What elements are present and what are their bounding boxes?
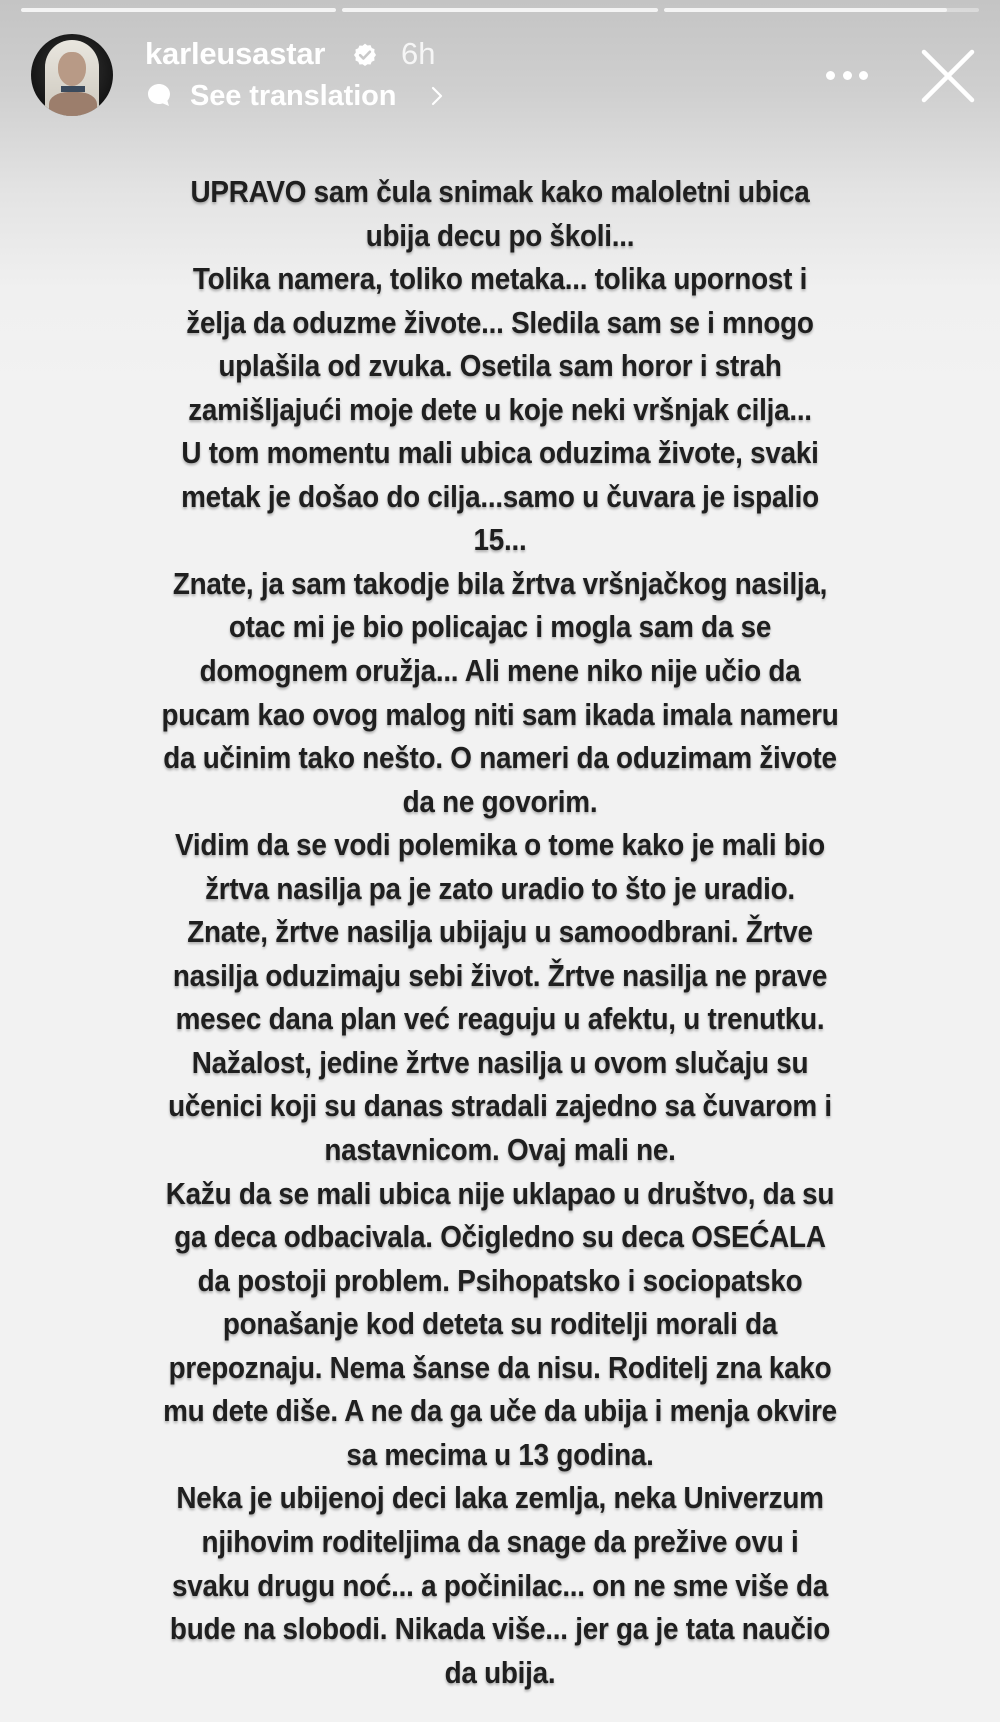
story-text-line: bude na slobodi. Nikada više... jer ga je tata naučio — [169, 1611, 831, 1647]
avatar[interactable] — [31, 34, 113, 116]
story-text-line: 15... — [473, 522, 527, 558]
story-text-line: uplašila od zvuka. Osetila sam horor i strah — [218, 348, 782, 384]
story-timestamp: 6h — [401, 36, 436, 71]
story-text-line: nasilja oduzimaju sebi život. Žrtve nasilja ne prave — [172, 957, 828, 993]
story-text-line: nastavnicom. Ovaj mali ne. — [324, 1132, 676, 1168]
progress-segment-1 — [21, 8, 336, 12]
story-text-line: UPRAVO sam čula snimak kako maloletni ubica — [190, 174, 810, 209]
story-text-line: Znate, ja sam takodje bila žrtva vršnjačkog nasilja, — [172, 565, 828, 601]
story-text-line: Nažalost, jedine žrtve nasilja u ovom slučaju su — [191, 1044, 809, 1080]
story-progress-bar — [21, 8, 979, 13]
progress-fill — [664, 8, 948, 12]
progress-fill — [21, 8, 336, 12]
story-text-line: mu dete diše. A ne da ga uče da ubija i menja okvire — [163, 1393, 837, 1429]
story-text-line: svaku drugu noć... a počinilac... on ne sme više da — [171, 1567, 829, 1603]
story-text-line: mesec dana plan već reaguju u afektu, u trenutku. — [175, 1001, 825, 1037]
story-text-line: Vidim da se vodi polemika o tome kako je mali bio — [175, 827, 825, 863]
avatar-face — [58, 52, 86, 86]
story-text-line: želja da oduzme živote... Sledila sam se i mnogo — [186, 304, 814, 340]
speech-bubble-icon — [146, 82, 172, 108]
verified-badge-icon — [352, 42, 378, 68]
story-text-line: ga deca odbacivala. Očigledno su deca OSEĆALA — [174, 1219, 826, 1255]
story-text-content — [0, 170, 1000, 1694]
story-text-line: da ne govorim. — [402, 783, 598, 819]
story-text-line: ponašanje kod deteta su roditelji morali da — [222, 1306, 778, 1342]
username-link[interactable]: karleusastar — [145, 36, 326, 71]
story-text-line: da učinim tako nešto. O nameri da oduzimam živote — [163, 740, 837, 776]
story-text-line: domognem oružja... Ali mene niko nije učio da — [199, 653, 801, 689]
story-text-line: ubija decu po školi... — [365, 217, 635, 253]
story-text-line: da postoji problem. Psihopatsko i sociopatsko — [197, 1262, 803, 1298]
story-text-line: pucam kao ovog malog niti sam ikada imala nameru — [161, 696, 839, 732]
progress-segment-2 — [342, 8, 657, 12]
close-icon[interactable] — [918, 46, 978, 106]
story-text-line: učenici koji su danas stradali zajedno sa čuvarom i — [168, 1088, 832, 1124]
story-text-line: Tolika namera, toliko metaka... tolika upornost i — [192, 261, 808, 297]
progress-fill — [342, 8, 657, 12]
story-text-line: zamišljajući moje dete u koje neki vršnjak cilja... — [188, 391, 812, 427]
story-text-line: Znate, žrtve nasilja ubijaju u samoodbrani. Žrtve — [187, 914, 813, 950]
chevron-right-icon — [430, 84, 444, 108]
story-text-line: sa mecima u 13 godina. — [346, 1436, 654, 1472]
story-text-line: prepoznaju. Nema šanse da nisu. Roditelj zna kako — [168, 1349, 832, 1385]
more-options-button[interactable] — [822, 62, 872, 88]
more-dot-icon — [843, 71, 852, 80]
more-dot-icon — [826, 71, 835, 80]
more-dot-icon — [859, 71, 868, 80]
story-text-line: da ubija. — [444, 1654, 556, 1690]
story-text-line: žrtva nasilja pa je zato uradio to što je uradio. — [205, 870, 795, 906]
story-text-line: njihovim roditeljima da snage da prežive ovu i — [201, 1523, 799, 1559]
avatar-body — [49, 92, 97, 116]
story-text-line: Neka je ubijenoj deci laka zemlja, neka Univerzum — [176, 1480, 824, 1516]
progress-segment-3 — [664, 8, 979, 12]
story-text-line: otac mi je bio policajac i mogla sam da se — [228, 609, 772, 645]
story-text-line: U tom momentu mali ubica oduzima živote, svaki — [181, 435, 819, 471]
story-text-line: Kažu da se mali ubica nije uklapao u društvo, da su — [165, 1175, 835, 1211]
see-translation-link[interactable]: See translation — [190, 80, 397, 112]
story-text-line: metak je došao do cilja...samo u čuvara je ispalio — [181, 478, 819, 514]
